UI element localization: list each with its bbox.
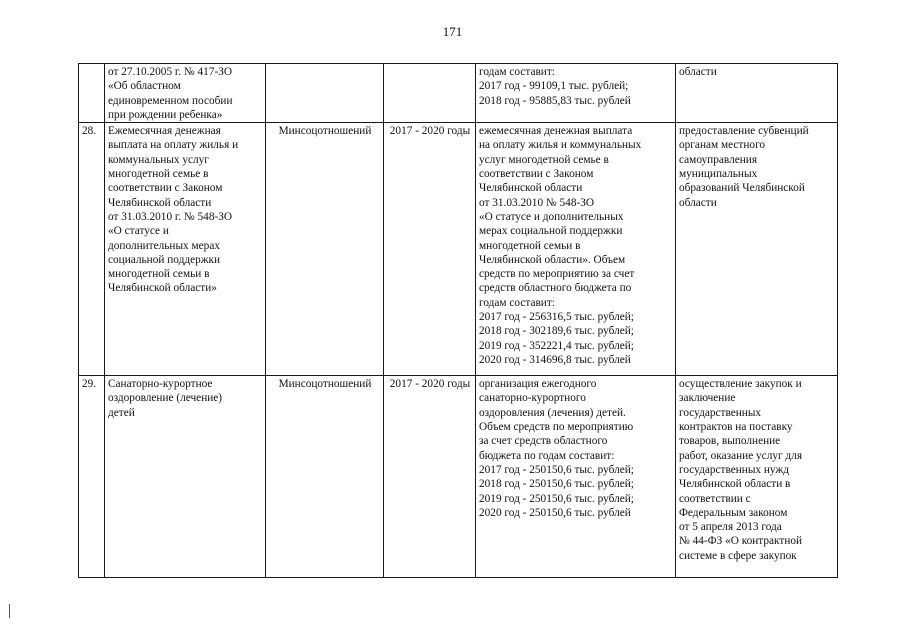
mechanism-cell: осуществление закупок и заключение государственных контрактов на поставку товаров, выполнение работ, оказание услуг для государственных нужд Челябинской области в соответствии с Федеральным законом от 5 апреля 2013 года № 44-ФЗ «О контрактной системе в сфере закупок — [676, 376, 838, 578]
responsible-cell — [266, 64, 384, 123]
page-number: 171 — [442, 24, 463, 39]
term-cell: 2017 - 2020 годы — [384, 376, 476, 578]
scan-edge-mark — [9, 604, 10, 618]
result-cell: организация ежегодного санаторно-курортного оздоровления (лечения) детей. Объем средств по мероприятию за счет средств областного бюджета по годам составит: 2017 год - 250150,6 тыс. рублей; 2018 год - 250150,6 тыс. рублей; 2019 год - 250150,6 тыс. рублей; 2020 год - 250150,6 тыс. рублей — [476, 376, 676, 578]
mechanism-cell: предоставление субвенций органам местного самоуправления муниципальных образований Челябинской области — [676, 123, 838, 376]
term-cell: 2017 - 2020 годы — [384, 123, 476, 376]
row-number-cell — [79, 64, 105, 123]
responsible-cell: Минсоцотношений — [266, 376, 384, 578]
measures-table — [78, 63, 838, 578]
measure-name-cell: Санаторно-курортное оздоровление (лечение) детей — [105, 376, 266, 578]
term-cell — [384, 64, 476, 123]
result-cell: годам составит: 2017 год - 99109,1 тыс. рублей; 2018 год - 95885,83 тыс. рублей — [476, 64, 676, 123]
table-row-continued — [79, 64, 838, 123]
table-row-28 — [79, 123, 838, 376]
row-number-cell: 29. — [79, 376, 105, 578]
mechanism-cell: области — [676, 64, 838, 123]
result-cell: ежемесячная денежная выплата на оплату жилья и коммунальных услуг многодетной семье в соответствии с Законом Челябинской области от 31.03.2010 № 548-ЗО «О статусе и дополнительных мерах социальной поддержки многодетной семьи в Челябинской области». Объем средств по мероприятию за счет средств областного бюджета по годам составит: 2017 год - 256316,5 тыс. рублей; 2018 год - 302189,6 тыс. рублей; 2019 год - 352221,4 тыс. рублей; 2020 год - 314696,8 тыс. рублей — [476, 123, 676, 376]
responsible-cell: Минсоцотношений — [266, 123, 384, 376]
table-row-29 — [79, 376, 838, 578]
row-number-cell: 28. — [79, 123, 105, 376]
measure-name-cell: от 27.10.2005 г. № 417-ЗО «Об областном единовременном пособии при рождении ребенка» — [105, 64, 266, 123]
measure-name-cell: Ежемесячная денежная выплата на оплату жилья и коммунальных услуг многодетной семье в соответствии с Законом Челябинской области от 31.03.2010 г. № 548-ЗО «О статусе и дополнительных мерах социальной поддержки многодетной семьи в Челябинской области» — [105, 123, 266, 376]
